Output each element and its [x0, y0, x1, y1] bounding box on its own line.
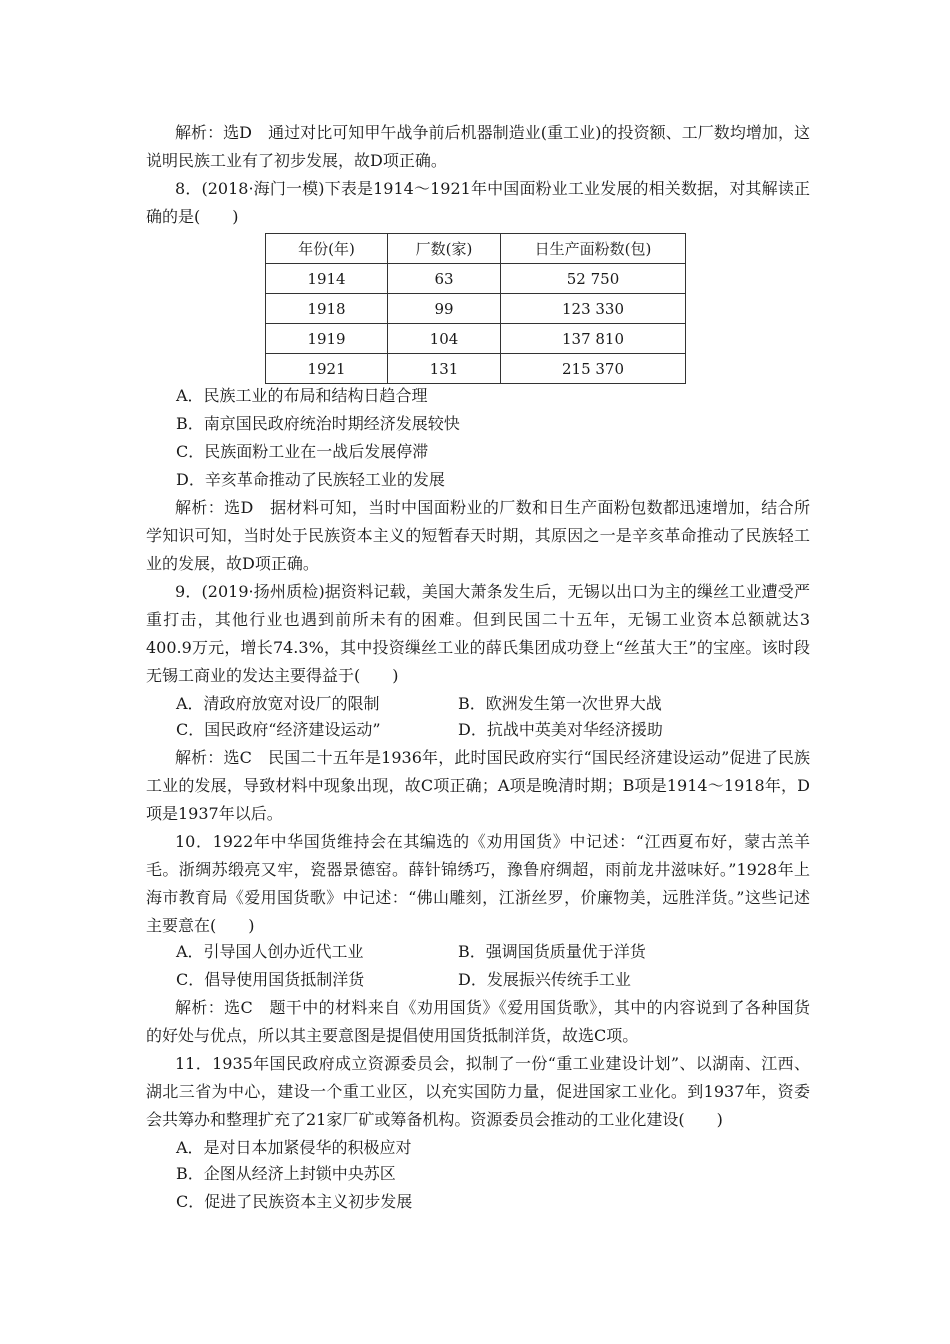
q9-option-b: B．欧洲发生第一次世界大战 [458, 694, 662, 713]
table-cell: 123 330 [501, 294, 686, 324]
q10-option-d: D．发展振兴传统手工业 [458, 970, 631, 989]
table-row [266, 354, 686, 384]
table-header-row [266, 234, 686, 264]
q8-option-d: D．辛亥革命推动了民族轻工业的发展 [176, 470, 445, 489]
q8-option-c: C．民族面粉工业在一战后发展停滞 [176, 442, 429, 461]
q11-stem: 11．1935年国民政府成立资源委员会，拟制了一份“重工业建设计划”、以湖南、江西、湖北三省为中心，建设一个重工业区，以充实国防力量，促进国家工业化。到1937年，资委会共筹办和整理扩充了21家厂矿或筹备机构。资源委员会推动的工业化建设( ) [146, 1054, 810, 1129]
table-cell: 131 [388, 354, 501, 384]
table-cell: 215 370 [501, 354, 686, 384]
q9-option-d: D．抗战中英美对华经济援助 [458, 720, 663, 739]
table-cell: 104 [388, 324, 501, 354]
table-cell: 1919 [266, 324, 388, 354]
q9-stem: 9．(2019·扬州质检)据资料记载，美国大萧条发生后，无锡以出口为主的缫丝工业遭受严重打击，其他行业也遇到前所未有的困难。但到民国二十五年，无锡工业资本总额就达3 400.9万元，增长74.3%，其中投资缫丝工业的薛氏集团成功登上“丝茧大王”的宝座。该时段无锡工商业的发达主要得益于( ) [146, 582, 810, 685]
q9-option-a: A．清政府放宽对设厂的限制 [176, 694, 380, 713]
table-row [266, 264, 686, 294]
q11-option-a: A．是对日本加紧侵华的积极应对 [176, 1138, 412, 1157]
table-cell: 52 750 [501, 264, 686, 294]
table-header-cell: 厂数(家) [388, 234, 501, 264]
q10-option-c: C．倡导使用国货抵制洋货 [176, 970, 365, 989]
table-cell: 1918 [266, 294, 388, 324]
q10-analysis: 解析：选C 题干中的材料来自《劝用国货》《爱用国货歌》，其中的内容说到了各种国货的好处与优点，所以其主要意图是提倡使用国货抵制洋货，故选C项。 [146, 998, 810, 1045]
table-header-cell: 年份(年) [266, 234, 388, 264]
q10-option-a: A．引导国人创办近代工业 [176, 942, 364, 961]
table-cell: 1914 [266, 264, 388, 294]
q11-option-c: C．促进了民族资本主义初步发展 [176, 1192, 413, 1211]
q9-option-c: C．国民政府“经济建设运动” [176, 720, 381, 739]
table-cell: 99 [388, 294, 501, 324]
q8-option-b: B．南京国民政府统治时期经济发展较快 [176, 414, 460, 433]
q8-option-a: A．民族工业的布局和结构日趋合理 [176, 386, 428, 405]
table-cell: 137 810 [501, 324, 686, 354]
q8-analysis: 解析：选D 据材料可知，当时中国面粉业的厂数和日生产面粉包数都迅速增加，结合所学知识可知，当时处于民族资本主义的短暂春天时期，其原因之一是辛亥革命推动了民族轻工业的发展，故D项正确。 [146, 498, 810, 573]
flour-industry-table [265, 233, 686, 384]
q7-analysis: 解析：选D 通过对比可知甲午战争前后机器制造业(重工业)的投资额、工厂数均增加，这说明民族工业有了初步发展，故D项正确。 [146, 123, 810, 170]
q10-option-b: B．强调国货质量优于洋货 [458, 942, 646, 961]
table-cell: 1921 [266, 354, 388, 384]
table-header-cell: 日生产面粉数(包) [501, 234, 686, 264]
table-row [266, 324, 686, 354]
q8-stem: 8．(2018·海门一模)下表是1914～1921年中国面粉业工业发展的相关数据，对其解读正确的是( ) [146, 179, 810, 226]
q10-stem: 10．1922年中华国货维持会在其编选的《劝用国货》中记述：“江西夏布好，蒙古羔羊毛。浙绸苏缎亮又牢，瓷器景德窑。薛针锦绣巧，豫鲁府绸超，雨前龙井滋味好。”1928年上海市教育局《爱用国货歌》中记述：“佛山雕刻，江浙丝罗，价廉物美，远胜洋货。”这些记述主要意在( ) [146, 832, 810, 935]
q9-analysis: 解析：选C 民国二十五年是1936年，此时国民政府实行“国民经济建设运动”促进了民族工业的发展，导致材料中现象出现，故C项正确；A项是晚清时期；B项是1914～1918年，D项是1937年以后。 [146, 748, 810, 823]
table-row [266, 294, 686, 324]
table-cell: 63 [388, 264, 501, 294]
q11-option-b: B．企图从经济上封锁中央苏区 [176, 1164, 396, 1183]
